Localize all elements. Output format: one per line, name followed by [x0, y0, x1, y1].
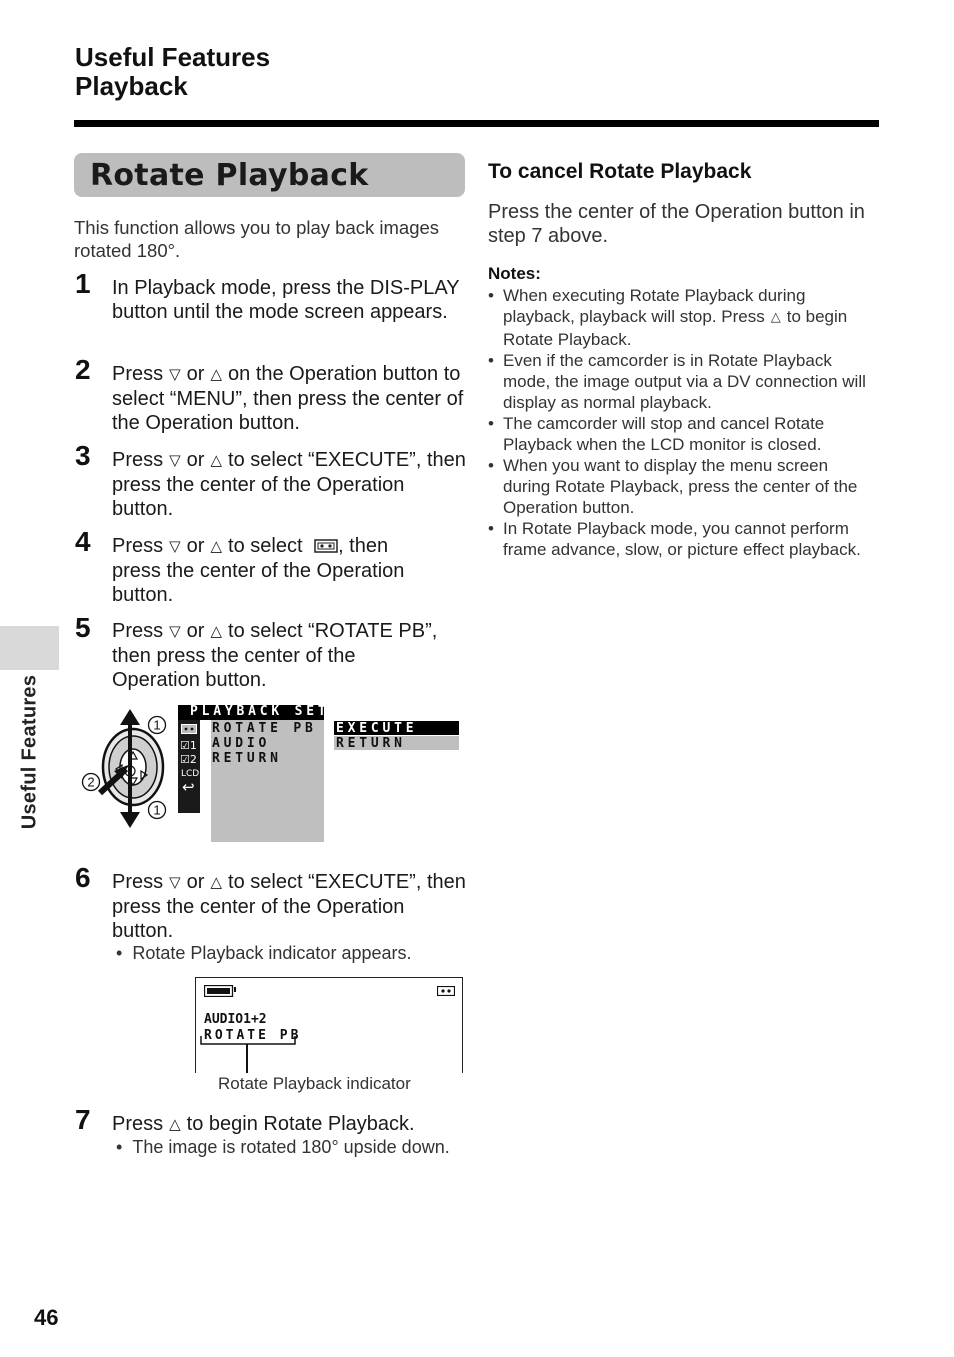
up-triangle-icon: △: [169, 1115, 181, 1133]
note-4-text: When you want to display the menu screen during Rotate Playback, press the center of the Operation button.: [503, 456, 858, 517]
up-triangle-icon: △: [210, 873, 223, 891]
bullet-dot: •: [488, 351, 494, 370]
callout-1-bottom: [147, 800, 167, 820]
menu-option-return[interactable]: RETURN: [336, 736, 406, 751]
menu-item-return[interactable]: RETURN: [212, 751, 282, 766]
indicator-bracket: [200, 1030, 300, 1074]
cancel-heading: To cancel Rotate Playback: [488, 160, 752, 183]
up-triangle-icon: △: [210, 537, 223, 555]
side-tab: [0, 626, 59, 670]
step-6-number: 6: [75, 862, 91, 893]
note-item: [488, 455, 873, 518]
tape-mode-icon: [437, 986, 455, 996]
step-4-press: Press: [112, 535, 164, 557]
menu-item-audio[interactable]: AUDIO: [212, 736, 271, 751]
bullet-dot: •: [488, 414, 494, 433]
step-4-number: 4: [75, 526, 91, 557]
step-5-rest: to select “ROTATE PB”, then press the center of the Operation button.: [112, 620, 438, 691]
cancel-body: Press the center of the Operation button in step 7 above.: [488, 201, 865, 247]
step-4-text: [112, 534, 442, 607]
menu-icon-2-label: 2: [189, 753, 197, 766]
menu-option-execute[interactable]: EXECUTE: [336, 721, 418, 736]
chapter-title: [75, 43, 270, 101]
step-6-press: Press: [112, 871, 164, 893]
rotate-pb-indicator: ROTATE PB: [204, 1028, 302, 1043]
step-4-or: or: [186, 535, 205, 557]
menu-icon-lcd: LCD: [181, 769, 200, 779]
step-3-rest: to select “EXECUTE”, then press the center of the Operation button.: [112, 449, 466, 520]
menu-icon-1: ☑1: [180, 739, 197, 752]
step-2-or: or: [186, 363, 205, 385]
step-6-bullet: [116, 942, 466, 964]
callout-2: [81, 772, 101, 792]
chapter-title-line1: Useful Features: [75, 42, 271, 72]
step-7-bullet: [116, 1136, 464, 1158]
up-triangle-icon: △: [210, 622, 223, 640]
indicator-caption: Rotate Playback indicator: [218, 1074, 411, 1093]
up-triangle-icon: △: [210, 365, 223, 383]
down-triangle-icon: ▽: [169, 537, 181, 555]
note-2-text: Even if the camcorder is in Rotate Playback mode, the image output via a DV connection will display as normal playback.: [503, 351, 866, 412]
step-5-press: Press: [112, 620, 164, 642]
note-item: [488, 413, 873, 455]
page-number: 46: [34, 1305, 59, 1330]
callout-1-top-label: 1: [153, 717, 161, 733]
bullet-dot: •: [116, 943, 123, 963]
step-2-text: [112, 362, 472, 435]
battery-icon: [204, 985, 238, 997]
down-triangle-icon: ▽: [169, 873, 181, 891]
step-7-press: Press: [112, 1113, 164, 1135]
intro-paragraph: This function allows you to play back images rotated 180°.: [74, 217, 440, 261]
menu-cassette-icon: [181, 724, 197, 734]
step-5-or: or: [186, 620, 205, 642]
step-4-rest: , then press the center of the Operation button.: [112, 535, 405, 606]
step-1-number: 1: [75, 268, 91, 299]
down-triangle-icon: ▽: [169, 365, 181, 383]
note-1-text-a: When executing Rotate Playback during playback, playback will stop. Press: [503, 286, 806, 326]
chapter-title-line2: Playback: [75, 71, 188, 101]
callout-1-bottom-label: 1: [153, 802, 161, 818]
note-5-text: In Rotate Playback mode, you cannot perform frame advance, slow, or picture effect playback.: [503, 519, 861, 559]
step-6-or: or: [186, 871, 205, 893]
step-5-number: 5: [75, 612, 91, 643]
up-triangle-icon: △: [770, 310, 781, 325]
callout-2-label: 2: [87, 774, 95, 790]
step-7-text: [112, 1112, 472, 1137]
notes-heading: Notes:: [488, 264, 541, 283]
menu-icon-2: ☑2: [180, 753, 197, 766]
menu-item-rotate-pb[interactable]: ROTATE PB: [212, 721, 317, 736]
bullet-dot: •: [116, 1137, 123, 1157]
menu-icon-1-label: 1: [189, 739, 197, 752]
note-item: [488, 518, 873, 560]
header-rule: [74, 120, 879, 127]
step-7-rest: to begin Rotate Playback.: [186, 1113, 415, 1135]
step-3-press: Press: [112, 449, 164, 471]
note-1-text-b: to begin Rotate Playback.: [503, 307, 848, 349]
step-3-number: 3: [75, 440, 91, 471]
note-item: [488, 285, 873, 350]
bullet-dot: •: [488, 519, 494, 538]
down-triangle-icon: ▽: [169, 622, 181, 640]
step-1-text: In Playback mode, press the DIS-PLAY button until the mode screen appears.: [112, 277, 460, 323]
audio-indicator: AUDIO1+2: [204, 1012, 267, 1027]
step-6-text: [112, 870, 470, 943]
menu-return-icon: ↩: [182, 778, 195, 796]
bullet-dot: •: [488, 456, 494, 475]
side-tab-label: Useful Features: [18, 674, 41, 830]
step-7-number: 7: [75, 1104, 91, 1135]
step-3-text: [112, 448, 470, 521]
step-4-to-select: to select: [228, 535, 303, 557]
down-triangle-icon: ▽: [169, 451, 181, 469]
step-6-bullet-text: Rotate Playback indicator appears.: [132, 943, 412, 963]
step-2-rest: on the Operation button to select “MENU”, then press the center of the Operation button.: [112, 363, 464, 434]
callout-1-top: [147, 715, 167, 735]
up-triangle-icon: △: [210, 451, 223, 469]
section-title: Rotate Playback: [90, 158, 369, 193]
step-3-or: or: [186, 449, 205, 471]
notes-list: [488, 285, 873, 560]
step-5-text: [112, 619, 442, 692]
step-6-rest: to select “EXECUTE”, then press the center of the Operation button.: [112, 871, 466, 942]
note-3-text: The camcorder will stop and cancel Rotate Playback when the LCD monitor is closed.: [503, 414, 825, 454]
step-2-press: Press: [112, 363, 164, 385]
step-2-number: 2: [75, 354, 91, 385]
note-item: [488, 350, 873, 413]
cassette-icon: [314, 539, 338, 553]
menu-title: PLAYBACK SET: [190, 704, 330, 719]
step-7-bullet-text: The image is rotated 180° upside down.: [132, 1137, 450, 1157]
bullet-dot: •: [488, 286, 494, 305]
